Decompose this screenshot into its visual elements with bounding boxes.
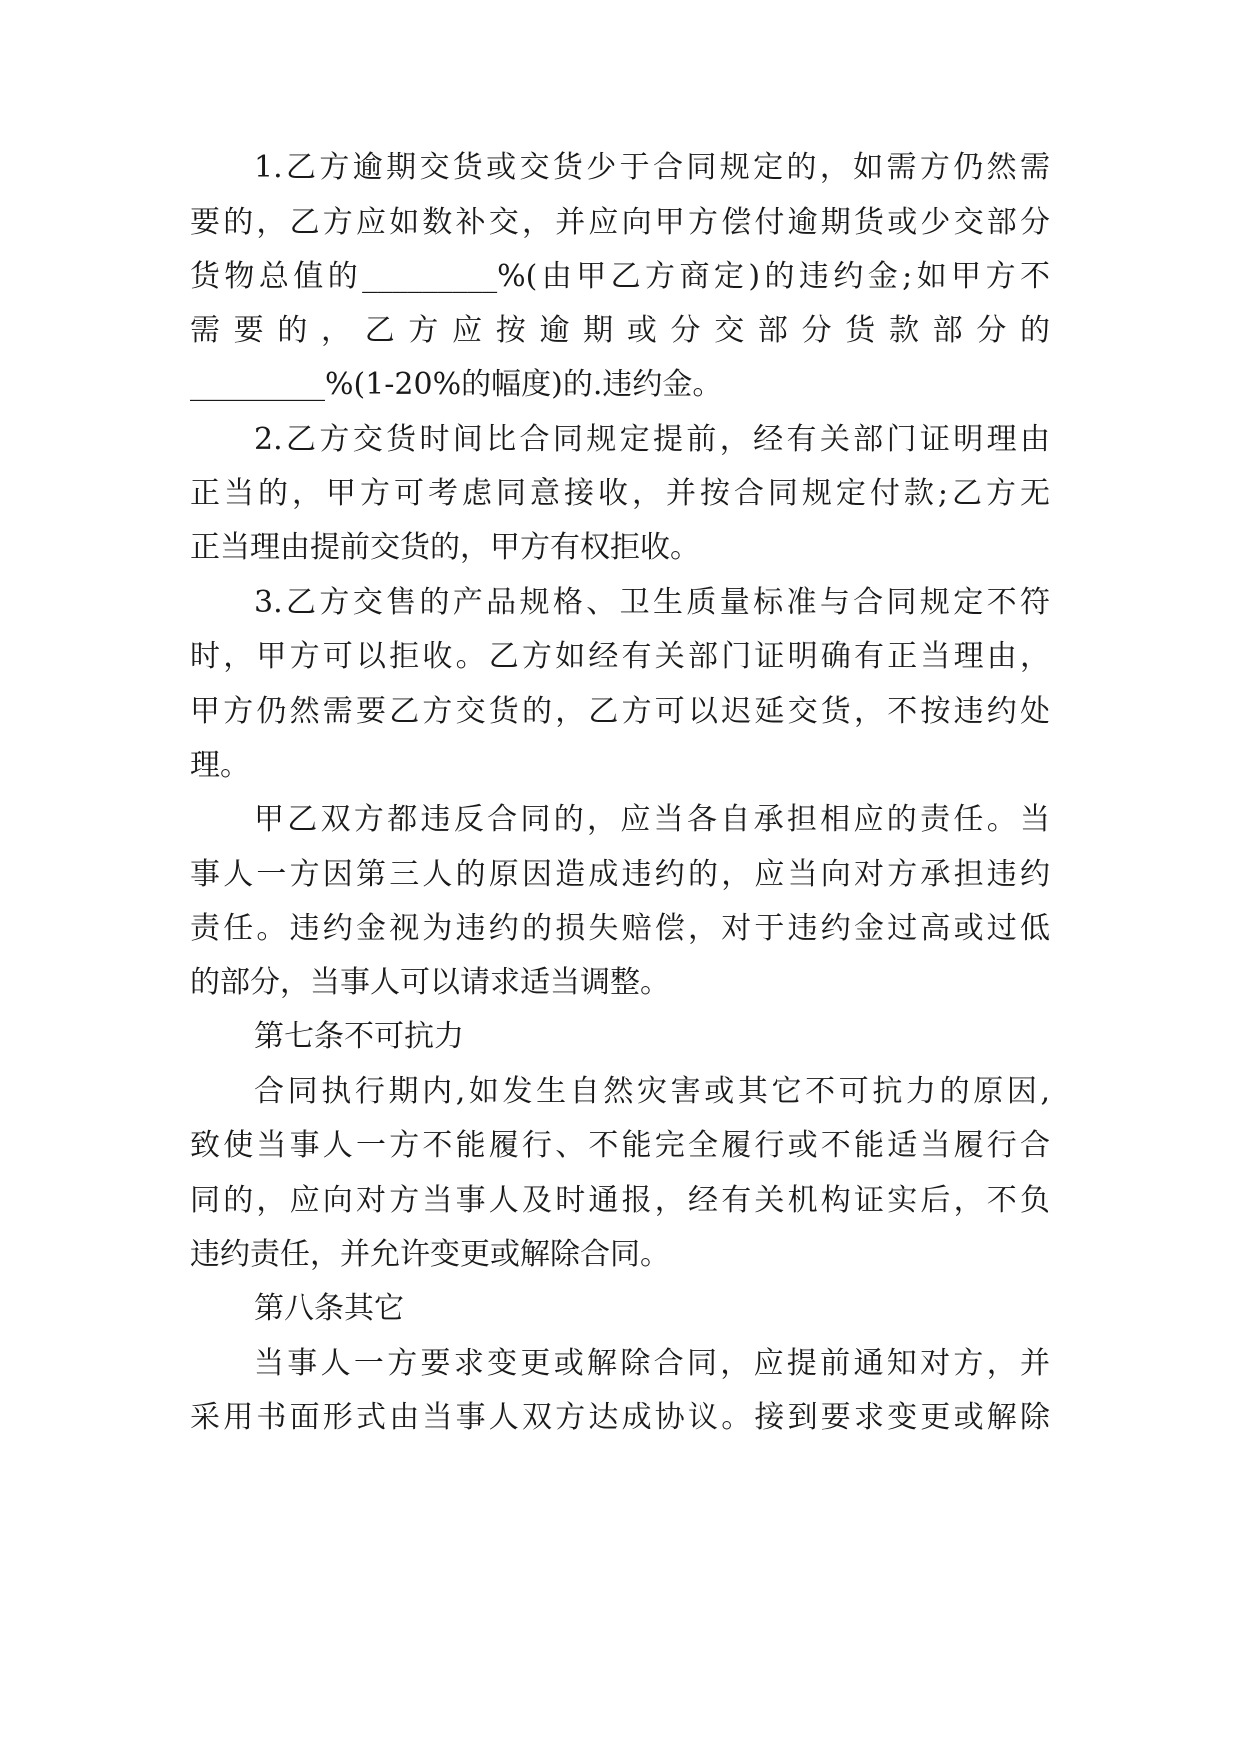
paragraph-line: 2.乙方交货时间比合同规定提前，经有关部门证明理由 [254,422,1050,457]
paragraph-line: 货物总值的_________%(由甲乙方商定)的违约金;如甲方不 [190,259,1050,294]
paragraph-line: 致使当事人一方不能履行、不能完全履行或不能适当履行合 [190,1128,1050,1163]
paragraph-line: 1.乙方逾期交货或交货少于合同规定的，如需方仍然需 [254,150,1050,185]
paragraph-line: 理。 [190,748,250,783]
paragraph-line: 违约责任，并允许变更或解除合同。 [190,1237,670,1272]
paragraph-line: 责任。违约金视为违约的损失赔偿，对于违约金过高或过低 [190,911,1050,946]
paragraph-line: 甲方仍然需要乙方交货的，乙方可以迟延交货，不按违约处 [190,694,1050,729]
paragraph-line: 需要的，乙方应按逾期或分交部分货款部分的 [190,313,1050,348]
paragraph-line: 甲乙双方都违反合同的，应当各自承担相应的责任。当 [254,802,1050,837]
paragraph-line: 正当理由提前交货的，甲方有权拒收。 [190,530,700,565]
paragraph-line: 当事人一方要求变更或解除合同，应提前通知对方，并 [254,1346,1050,1381]
paragraph-line: 3.乙方交售的产品规格、卫生质量标准与合同规定不符 [254,585,1050,620]
paragraph-line: 事人一方因第三人的原因造成违约的，应当向对方承担违约 [190,857,1050,892]
paragraph-line: 的部分，当事人可以请求适当调整。 [190,965,670,1000]
paragraph-line: 时，甲方可以拒收。乙方如经有关部门证明确有正当理由， [190,639,1050,674]
paragraph-line: 正当的，甲方可考虑同意接收，并按合同规定付款;乙方无 [190,476,1050,511]
paragraph-line: _________%(1-20%的幅度)的.违约金。 [190,367,723,402]
section-heading: 第八条其它 [254,1291,404,1326]
paragraph-line: 要的，乙方应如数补交，并应向甲方偿付逾期货或少交部分 [190,205,1050,240]
paragraph-line: 采用书面形式由当事人双方达成协议。接到要求变更或解除 [190,1400,1050,1435]
paragraph-line: 同的，应向对方当事人及时通报，经有关机构证实后，不负 [190,1183,1050,1218]
section-heading: 第七条不可抗力 [254,1019,464,1054]
paragraph-line: 合同执行期内,如发生自然灾害或其它不可抗力的原因, [254,1074,1050,1109]
